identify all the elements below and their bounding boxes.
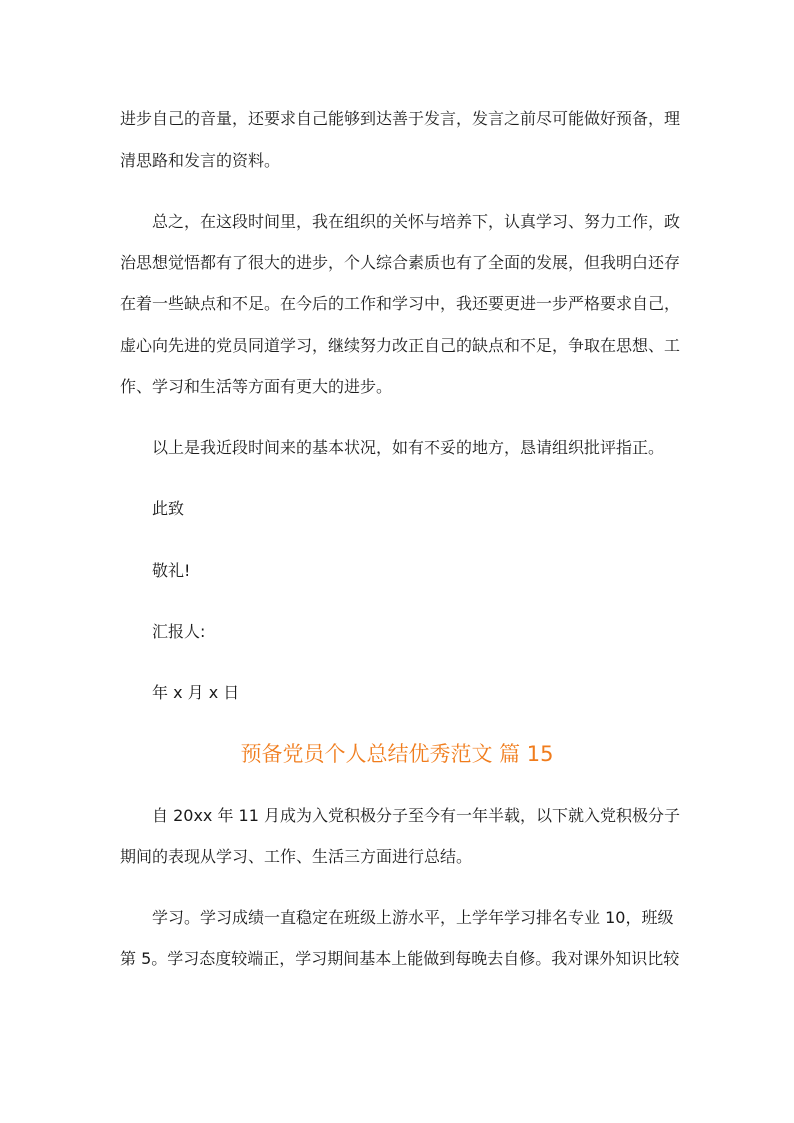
paragraph-line: 清思路和发言的资料。 (120, 151, 281, 170)
closing-respect: 敬礼! (152, 561, 191, 580)
paragraph-line: 进步自己的音量，还要求自己能够到达善于发言，发言之前尽可能做好预备，理 (120, 109, 680, 128)
reporter-label: 汇报人: (152, 622, 206, 641)
paragraph-line: 总之，在这段时间里，我在组织的关怀与培养下，认真学习、努力工作，政 (152, 212, 680, 231)
section-heading: 预备党员个人总结优秀范文 篇 15 (240, 742, 554, 766)
paragraph-line: 期间的表现从学习、工作、生活三方面进行总结。 (120, 847, 473, 866)
paragraph-line: 第 5。学习态度较端正，学习期间基本上能做到每晚去自修。我对课外知识比较 (120, 949, 680, 968)
paragraph-line: 虚心向先进的党员同道学习，继续努力改正自己的缺点和不足，争取在思想、工 (120, 336, 680, 355)
paragraph-line: 自 20xx 年 11 月成为入党积极分子至今有一年半载，以下就入党积极分子 (152, 806, 680, 825)
paragraph-line: 作、学习和生活等方面有更大的进步。 (120, 377, 393, 396)
paragraph-line: 在着一些缺点和不足。在今后的工作和学习中，我还要更进一步严格要求自己， (120, 294, 680, 313)
paragraph-line: 治思想觉悟都有了很大的进步，个人综合素质也有了全面的发展，但我明白还存 (120, 253, 680, 272)
closing-salutation: 此致 (152, 499, 185, 518)
date-line: 年 x 月 x 日 (152, 683, 240, 702)
paragraph-line: 以上是我近段时间来的基本状况，如有不妥的地方，恳请组织批评指正。 (152, 438, 665, 457)
paragraph-line: 学习。学习成绩一直稳定在班级上游水平，上学年学习排名专业 10，班级 (152, 908, 674, 927)
